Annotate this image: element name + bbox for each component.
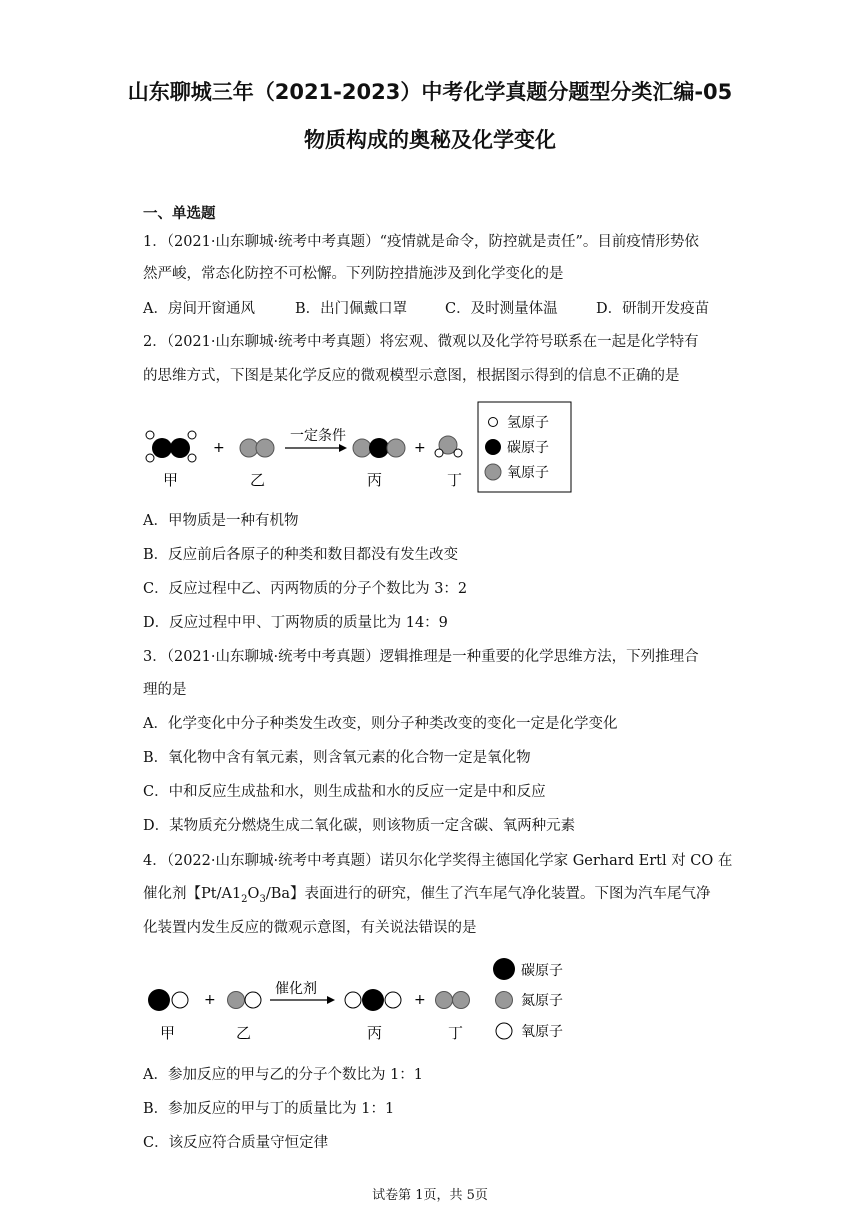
- q4-label-jia: 甲: [160, 1024, 176, 1042]
- q2-legend-h-icon: [489, 418, 498, 427]
- q4-reaction-diagram: [140, 952, 580, 1048]
- q4-legend-n-icon: [496, 992, 513, 1009]
- q1-option-d: D．研制开发疫苗: [596, 301, 710, 317]
- q2-plus-1: +: [213, 440, 225, 456]
- q4-legend-o-icon: [496, 1023, 512, 1039]
- q4-molecule-ding: [436, 992, 470, 1009]
- q1-stem-line2: 然严峻，常态化防控不可松懈。下列防控措施涉及到化学变化的是: [143, 266, 564, 282]
- q2-legend-c-icon: [485, 439, 501, 455]
- q4-stem-line1: 4．（2022·山东聊城·统考中考真题）诺贝尔化学奖得主德国化学家 Gerhard Ertl 对 CO 在: [143, 853, 733, 869]
- q4-legend-o: 氧原子: [521, 1024, 563, 1040]
- q3-option-a: A．化学变化中分子种类发生改变，则分子种类改变的变化一定是化学变化: [143, 716, 618, 732]
- q3-stem-line1: 3．（2021·山东聊城·统考中考真题）逻辑推理是一种重要的化学思维方法，下列推理合: [143, 649, 699, 665]
- q2-label-yi: 乙: [250, 471, 266, 489]
- q3-option-c: C．中和反应生成盐和水，则生成盐和水的反应一定是中和反应: [143, 784, 546, 800]
- q2-label-bing: 丙: [367, 471, 383, 489]
- q2-legend-o-icon: [485, 464, 501, 480]
- q4-molecule-yi: [228, 992, 262, 1009]
- q3-option-d: D．某物质充分燃烧生成二氧化碳，则该物质一定含碳、氧两种元素: [143, 818, 576, 834]
- q2-stem-line1: 2．（2021·山东聊城·统考中考真题）将宏观、微观以及化学符号联系在一起是化学特有: [143, 334, 699, 350]
- q1-stem-line1: 1．（2021·山东聊城·统考中考真题）“疫情就是命令，防控就是责任”。目前疫情形势依: [143, 234, 699, 250]
- q4-molecule-bing: [345, 989, 401, 1011]
- doc-title-line1: 山东聊城三年（2021-2023）中考化学真题分题型分类汇编-05: [127, 80, 733, 104]
- q4-legend-n: 氮原子: [521, 993, 563, 1009]
- q2-option-c: C．反应过程中乙、丙两物质的分子个数比为 3：2: [143, 581, 468, 597]
- q2-label-jia: 甲: [163, 471, 179, 489]
- q2-option-b: B．反应前后各原子的种类和数目都没有发生改变: [143, 547, 459, 563]
- page-footer: 试卷第 1页，共 5页: [372, 1188, 488, 1203]
- q3-stem-line2: 理的是: [143, 682, 187, 698]
- q2-option-d: D．反应过程中甲、丁两物质的质量比为 14：9: [143, 615, 448, 631]
- doc-title-line2: 物质构成的奥秘及化学变化: [304, 128, 556, 152]
- q2-label-ding: 丁: [447, 471, 463, 489]
- q4-stem-line3: 化装置内发生反应的微观示意图，有关说法错误的是: [143, 920, 477, 936]
- q4-label-bing: 丙: [367, 1024, 383, 1042]
- q4-stem-line2: 催化剂【$Pt/A1_2O_3/Ba$】表面进行的研究，催生了汽车尾气净化装置。下图为汽车尾气净: [143, 886, 711, 905]
- q4-option-a: A．参加反应的甲与乙的分子个数比为 1：1: [143, 1067, 424, 1083]
- q2-stem-line2: 的思维方式，下图是某化学反应的微观模型示意图，根据图示得到的信息不正确的是: [143, 368, 680, 384]
- q4-option-c: C．该反应符合质量守恒定律: [143, 1135, 329, 1151]
- q2-molecule-yi: [240, 439, 274, 457]
- q2-molecule-jia: [146, 431, 196, 462]
- q2-reaction-diagram: [140, 400, 580, 496]
- q2-molecule-ding: [435, 436, 462, 457]
- q1-option-a: A．房间开窗通风: [143, 301, 255, 317]
- q2-plus-2: +: [414, 440, 426, 456]
- q3-option-b: B．氧化物中含有氧元素，则含氧元素的化合物一定是氧化物: [143, 750, 531, 766]
- q4-legend-c: 碳原子: [521, 963, 563, 979]
- q2-legend-h: 氢原子: [507, 415, 549, 431]
- q4-plus-1: +: [204, 992, 216, 1008]
- q1-option-b: B．出门佩戴口罩: [295, 301, 408, 317]
- q4-condition: 催化剂: [275, 981, 317, 997]
- q2-legend-c: 碳原子: [507, 440, 549, 456]
- q4-option-b: B．参加反应的甲与丁的质量比为 1：1: [143, 1101, 395, 1117]
- q2-molecule-bing: [353, 438, 405, 458]
- q4-legend-c-icon: [493, 958, 515, 980]
- q4-molecule-jia: [148, 989, 188, 1011]
- q4-label-ding: 丁: [448, 1024, 464, 1042]
- q2-condition: 一定条件: [290, 428, 346, 444]
- q2-legend-o: 氧原子: [507, 465, 549, 481]
- q2-option-a: A．甲物质是一种有机物: [143, 513, 299, 529]
- q4-plus-2: +: [414, 992, 426, 1008]
- q1-option-c: C．及时测量体温: [445, 301, 558, 317]
- section-heading: 一、单选题: [143, 206, 216, 222]
- q4-label-yi: 乙: [236, 1024, 252, 1042]
